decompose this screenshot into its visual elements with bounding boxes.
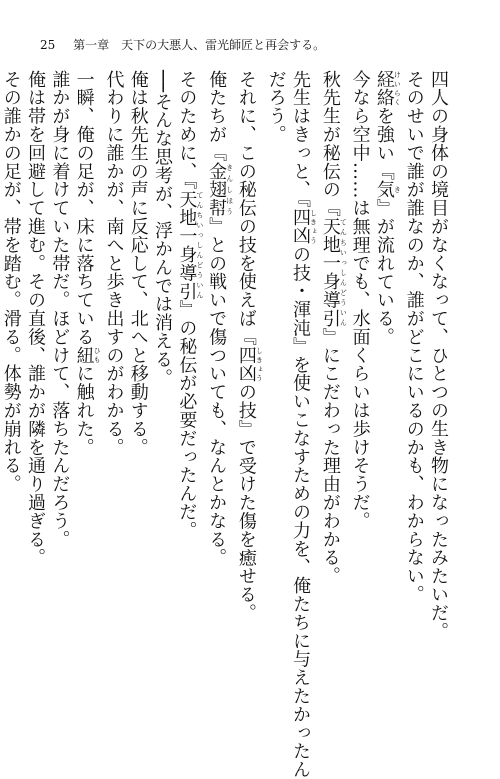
text-segment: 』の秘伝が必要だったんだ。 — [176, 300, 198, 540]
ruby-base: 気 — [373, 180, 395, 199]
ruby-reading: き — [393, 180, 402, 199]
ruby-base: 紐 — [73, 346, 95, 365]
ruby-term — [206, 162, 234, 218]
text-segment: その誰かの足が、帯を踏む。滑る。体勢が崩れる。 — [0, 70, 22, 494]
ruby-reading: てんちいっしんどういん — [339, 217, 348, 328]
text-line — [204, 70, 234, 650]
running-head — [40, 38, 325, 52]
text-line — [174, 70, 204, 650]
ruby-base: 四凶 — [290, 208, 312, 246]
text-segment: そのために、『 — [176, 70, 198, 190]
ruby-term — [319, 217, 348, 328]
text-line — [318, 70, 348, 650]
text-line — [288, 70, 318, 779]
text-line — [347, 70, 371, 650]
ruby-term — [373, 70, 402, 107]
text-segment: 』との戦いで傷ついても、なんとかなる。 — [206, 217, 228, 567]
text-segment: を強い『 — [373, 106, 395, 181]
text-segment: だろう。 — [265, 70, 287, 144]
ruby-term — [176, 189, 204, 301]
text-line — [23, 70, 47, 650]
ruby-reading: けいらく — [393, 70, 402, 107]
text-segment: の技・渾沌』を使いこなすための力を、俺たちに与えたかったん — [290, 245, 312, 779]
text-line — [234, 70, 264, 650]
text-segment: 俺たちが『 — [206, 70, 228, 162]
text-segment: 代わりに誰かが、南へと歩き出すのがわかる。 — [103, 70, 125, 457]
text-line — [401, 70, 425, 650]
page-number: 25 — [40, 38, 56, 52]
text-segment: 誰かが身に着けていた帯だ。ほどけて、落ちたんだろう。 — [49, 70, 71, 549]
text-segment: 』にこだわった理由がわかる。 — [319, 327, 341, 586]
ruby-base: 経絡 — [373, 70, 395, 107]
text-segment: 先生はきっと、『 — [290, 70, 312, 209]
ruby-reading: てんちいっしんどういん — [195, 189, 204, 301]
ruby-reading: しきょう — [255, 346, 264, 383]
ruby-term — [73, 346, 102, 365]
text-segment: それに、この秘伝の技を使えば『 — [235, 70, 257, 346]
ruby-reading: きんしほう — [225, 162, 234, 218]
ruby-term — [235, 346, 264, 383]
ruby-term — [290, 208, 318, 246]
vertical-body-text — [0, 70, 450, 779]
text-segment: の技』で受けた傷を癒せる。 — [235, 382, 257, 623]
text-segment: 俺は帯を回避して進む。その直後、誰かが隣を通り過ぎる。 — [25, 70, 47, 567]
text-segment: 一瞬、俺の足が、床に落ちている — [73, 70, 95, 346]
text-line — [125, 70, 149, 650]
ruby-base: 金翅幇 — [206, 162, 228, 218]
text-line — [426, 70, 450, 650]
text-line — [263, 70, 287, 650]
ruby-reading: ひも — [93, 346, 102, 365]
chapter-title: 第一章 天下の大悪人、雷光師匠と再会する。 — [73, 38, 326, 52]
text-segment: に触れた。 — [73, 364, 95, 457]
text-segment: 秋先生が秘伝の『 — [319, 70, 341, 218]
ruby-base: 天地一身導引 — [176, 189, 198, 301]
ruby-base: 四凶 — [235, 346, 257, 383]
ruby-term — [373, 180, 402, 199]
text-segment: 』が流れている。 — [373, 198, 395, 347]
text-line — [0, 70, 23, 650]
text-line — [101, 70, 125, 650]
text-segment: ──そんな思考が、浮かんでは消える。 — [152, 70, 174, 387]
text-line — [71, 70, 101, 650]
text-segment: 四人の身体の境目がなくなって、ひとつの生き物になったみたいだ。 — [428, 70, 449, 641]
ruby-reading: しきょう — [309, 208, 318, 245]
text-segment: 今なら空中……は無理でも、水面くらいは歩けそうだ。 — [349, 70, 371, 530]
ruby-base: 天地一身導引 — [319, 217, 341, 328]
text-line — [47, 70, 71, 650]
text-line — [150, 70, 174, 650]
text-segment: 俺は秋先生の声に反応して、北へと移動する。 — [127, 70, 149, 457]
text-segment: そのせいで誰が誰なのか、誰がどこにいるのかも、わからない。 — [403, 70, 425, 604]
text-line — [372, 70, 402, 650]
